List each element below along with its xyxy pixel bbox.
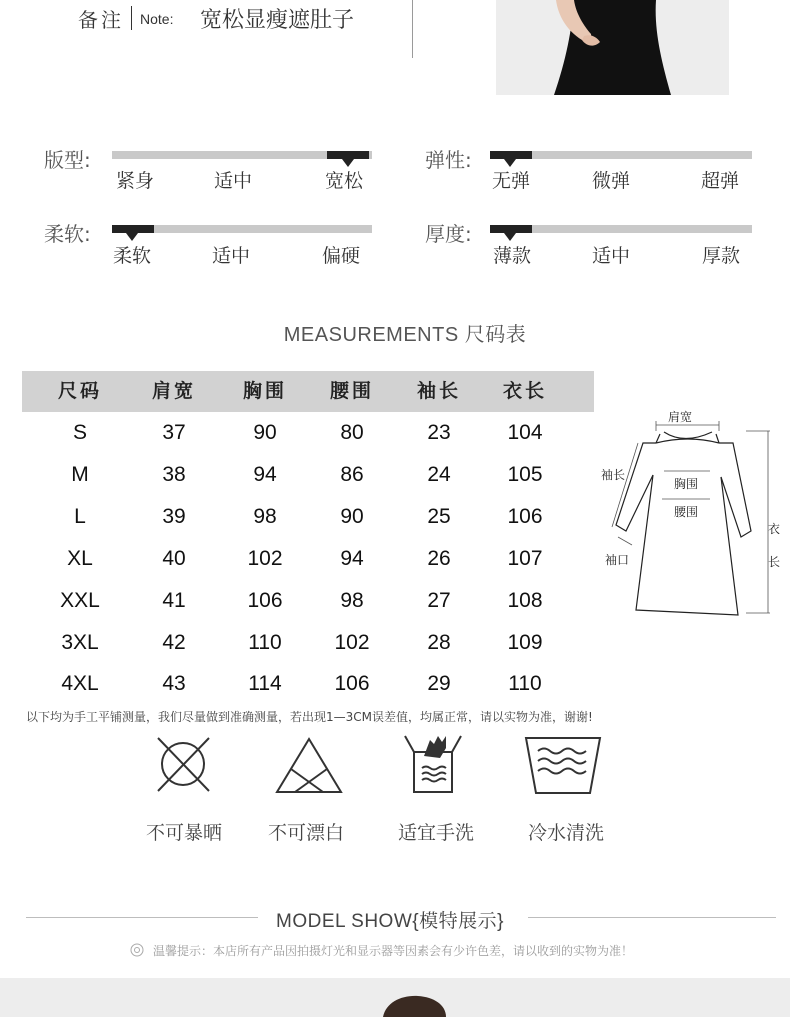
table-header-cell: 肩宽 <box>151 380 196 402</box>
attr-label-fit: 版型: <box>44 148 91 172</box>
attr-label-elasticity: 弹性: <box>425 148 472 172</box>
table-cell: 104 <box>507 421 543 444</box>
no-sun-icon <box>154 734 212 794</box>
diagram-label-length: 长 <box>768 555 781 569</box>
table-cell: 86 <box>340 463 364 486</box>
table-cell: 102 <box>247 547 283 570</box>
table-header-cell: 尺码 <box>57 380 102 402</box>
attr-option-selected: 柔软 <box>113 245 152 267</box>
attr-option: 偏硬 <box>322 245 361 267</box>
table-cell: M <box>71 463 89 486</box>
info-circle-icon <box>130 943 144 957</box>
color-difference-tip: 温馨提示：本店所有产品因拍摄灯光和显示器等因素会有少许色差，请以收到的实物为准！ <box>153 944 634 958</box>
attr-track-softness <box>112 225 372 233</box>
attr-marker-softness <box>126 233 138 241</box>
table-cell: 110 <box>248 631 282 654</box>
diagram-label-waist: 腰围 <box>674 505 699 519</box>
table-cell: 106 <box>334 672 370 695</box>
table-cell: S <box>72 421 87 444</box>
table-header-cell: 袖长 <box>416 380 461 402</box>
table-cell: 29 <box>427 672 451 695</box>
attr-option: 超弹 <box>701 170 740 192</box>
note-label-en: Note: <box>140 11 174 27</box>
product-photo-top <box>496 0 729 95</box>
table-cell: XL <box>67 547 93 570</box>
table-cell: 37 <box>162 421 186 444</box>
table-cell: 26 <box>427 547 451 570</box>
diagram-label-chest: 胸围 <box>674 477 699 491</box>
table-cell: 94 <box>253 463 277 486</box>
attr-option-selected: 宽松 <box>325 170 364 192</box>
table-cell: 90 <box>253 421 277 444</box>
vertical-divider <box>412 0 413 58</box>
attr-option: 适中 <box>214 170 253 192</box>
note-label-cn: 备注 <box>78 8 124 32</box>
table-header-cell: 衣长 <box>502 380 547 402</box>
table-cell: 25 <box>427 505 451 528</box>
attr-option: 厚款 <box>702 245 741 267</box>
table-cell: 98 <box>253 505 277 528</box>
attr-indicator-fit <box>327 151 369 159</box>
table-cell: 40 <box>162 547 186 570</box>
table-cell: 110 <box>508 672 542 695</box>
attr-track-thickness <box>490 225 752 233</box>
attr-option: 微弹 <box>592 170 631 192</box>
divider-line-right <box>528 917 776 918</box>
table-cell: L <box>74 505 86 528</box>
table-cell: 43 <box>162 672 186 695</box>
table-cell: 109 <box>507 631 543 654</box>
table-header-cell: 胸围 <box>242 380 287 402</box>
care-label-hand-wash: 适宜手洗 <box>397 822 474 844</box>
table-cell: 94 <box>340 547 364 570</box>
model-show-title: MODEL SHOW{模特展示} <box>276 911 504 932</box>
table-cell: 102 <box>334 631 370 654</box>
attr-option: 适中 <box>212 245 251 267</box>
model-photo <box>0 978 790 1017</box>
cold-wash-icon <box>524 735 602 795</box>
attr-indicator-elasticity <box>490 151 532 159</box>
table-cell: 24 <box>427 463 451 486</box>
table-header-cell: 腰围 <box>329 380 374 402</box>
table-cell: 98 <box>340 589 364 612</box>
care-label-cold-wash: 冷水清洗 <box>527 822 604 844</box>
size-table-header <box>22 371 594 412</box>
table-cell: 41 <box>162 589 186 612</box>
table-cell: 38 <box>162 463 186 486</box>
attr-indicator-thickness <box>490 225 532 233</box>
attr-option: 适中 <box>592 245 631 267</box>
table-cell: 23 <box>427 421 451 444</box>
table-cell: 108 <box>507 589 543 612</box>
attr-indicator-softness <box>112 225 154 233</box>
attr-marker-thickness <box>504 233 516 241</box>
hand-wash-icon <box>402 732 464 794</box>
attr-track-fit <box>112 151 372 159</box>
table-cell: 3XL <box>61 631 99 654</box>
table-cell: 114 <box>248 672 282 695</box>
diagram-label-cuff: 袖口 <box>605 553 630 567</box>
table-cell: 28 <box>427 631 451 654</box>
table-cell: 4XL <box>61 672 99 695</box>
diagram-label-sleeve: 袖长 <box>601 468 626 482</box>
table-cell: 39 <box>162 505 186 528</box>
table-cell: 107 <box>507 547 543 570</box>
attr-label-thickness: 厚度: <box>425 222 472 246</box>
table-cell: 90 <box>340 505 364 528</box>
table-cell: 27 <box>427 589 451 612</box>
table-cell: 80 <box>340 421 364 444</box>
diagram-label-length: 衣 <box>768 522 781 536</box>
note-value: 宽松显瘦遮肚子 <box>200 8 355 33</box>
no-bleach-icon <box>274 736 344 794</box>
measurement-disclaimer: 以下均为手工平铺测量，我们尽量做到准确测量，若出现1—3CM误差值，均属正常，请以实物为准，谢谢! <box>26 710 593 724</box>
attr-option-selected: 薄款 <box>493 245 532 267</box>
divider-line-left <box>26 917 258 918</box>
care-label-no-bleach: 不可漂白 <box>267 822 344 844</box>
diagram-label-shoulder: 肩宽 <box>668 410 693 424</box>
attr-option: 紧身 <box>116 170 155 192</box>
table-cell: 42 <box>162 631 186 654</box>
care-label-no-sun: 不可暴晒 <box>145 822 222 844</box>
attr-option-selected: 无弹 <box>492 170 531 192</box>
table-cell: XXL <box>60 589 100 612</box>
attr-label-softness: 柔软: <box>44 222 91 246</box>
measurements-title: MEASUREMENTS 尺码表 <box>283 324 527 346</box>
table-cell: 106 <box>247 589 283 612</box>
attr-track-elasticity <box>490 151 752 159</box>
note-divider <box>131 6 132 30</box>
table-cell: 106 <box>507 505 543 528</box>
table-cell: 105 <box>507 463 543 486</box>
